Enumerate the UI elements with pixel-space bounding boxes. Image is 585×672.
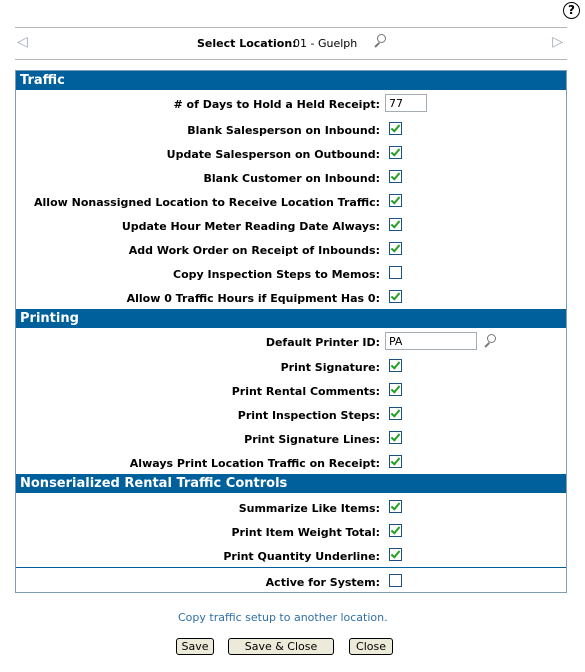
printer-search-icon[interactable] [487,334,496,343]
printing-option-row [16,405,566,425]
option-label: Copy Inspection Steps to Memos: [173,268,380,281]
traffic-option-row [16,120,566,140]
copy-inspection-steps-checkbox[interactable] [389,266,402,279]
help-icon[interactable]: ? [563,2,580,19]
traffic-option-row [16,288,566,308]
default-printer-label: Default Printer ID: [265,336,380,349]
option-label: Print Quantity Underline: [223,550,380,563]
print-signature-lines-checkbox[interactable] [389,431,402,444]
allow-nonassigned-location-checkbox[interactable] [389,194,402,207]
active-label: Active for System: [265,576,380,589]
location-selector-bar [15,27,567,60]
nonserialized-option-row [16,498,566,518]
blank-salesperson-inbound-checkbox[interactable] [389,122,402,135]
traffic-option-row [16,216,566,236]
settings-panel [15,70,567,593]
option-label: Add Work Order on Receipt of Inbounds: [128,244,380,257]
print-inspection-steps-checkbox[interactable] [389,407,402,420]
option-label: Always Print Location Traffic on Receipt: [129,457,380,470]
traffic-option-row [16,264,566,284]
save-and-close-button[interactable]: Save & Close [228,638,334,655]
printing-option-row [16,453,566,473]
days-hold-row [16,94,566,114]
print-rental-comments-checkbox[interactable] [389,383,402,396]
option-label: Allow Nonassigned Location to Receive Location Traffic: [34,196,380,209]
traffic-option-row [16,168,566,188]
option-label: Print Signature: [280,361,380,374]
option-label: Print Item Weight Total: [231,526,380,539]
option-label: Blank Customer on Inbound: [203,172,380,185]
print-item-weight-total-checkbox[interactable] [389,524,402,537]
always-print-location-traffic-checkbox[interactable] [389,455,402,468]
allow-zero-traffic-hours-checkbox[interactable] [389,290,402,303]
option-label: Update Salesperson on Outbound: [166,148,380,161]
days-hold-label: # of Days to Hold a Held Receipt: [173,98,380,111]
traffic-option-row [16,240,566,260]
copy-traffic-setup-link[interactable]: Copy traffic setup to another location. [178,611,388,624]
printing-option-row [16,381,566,401]
update-salesperson-outbound-checkbox[interactable] [389,146,402,159]
traffic-option-row [16,192,566,212]
chevron-right-icon[interactable]: ▷ [552,34,563,50]
option-label: Summarize Like Items: [238,502,380,515]
active-for-system-checkbox[interactable] [389,574,402,587]
option-label: Print Signature Lines: [244,433,380,446]
location-search-icon[interactable] [377,34,386,43]
nonserialized-option-row [16,522,566,542]
chevron-left-icon[interactable]: ◁ [17,34,28,50]
default-printer-row [16,332,566,352]
save-button[interactable]: Save [176,638,214,655]
select-location-label: Select Location: [197,37,297,50]
section-header-traffic: Traffic [16,71,566,90]
section-header-nonserialized: Nonserialized Rental Traffic Controls [16,474,566,493]
print-quantity-underline-checkbox[interactable] [389,548,402,561]
nonserialized-option-row [16,546,566,566]
option-label: Print Rental Comments: [231,385,380,398]
active-row [16,572,566,592]
selected-location-value: 01 - Guelph [293,37,358,50]
traffic-option-row [16,144,566,164]
days-hold-input[interactable] [385,94,427,112]
blank-customer-inbound-checkbox[interactable] [389,170,402,183]
default-printer-input[interactable] [385,332,477,350]
option-label: Update Hour Meter Reading Date Always: [121,220,380,233]
printing-option-row [16,357,566,377]
section-divider [16,567,566,568]
printing-option-row [16,429,566,449]
add-work-order-checkbox[interactable] [389,242,402,255]
option-label: Print Inspection Steps: [237,409,380,422]
summarize-like-items-checkbox[interactable] [389,500,402,513]
section-header-printing: Printing [16,309,566,328]
option-label: Blank Salesperson on Inbound: [187,124,380,137]
update-hour-meter-checkbox[interactable] [389,218,402,231]
close-button[interactable]: Close [349,638,393,655]
print-signature-checkbox[interactable] [389,359,402,372]
option-label: Allow 0 Traffic Hours if Equipment Has 0: [126,292,380,305]
